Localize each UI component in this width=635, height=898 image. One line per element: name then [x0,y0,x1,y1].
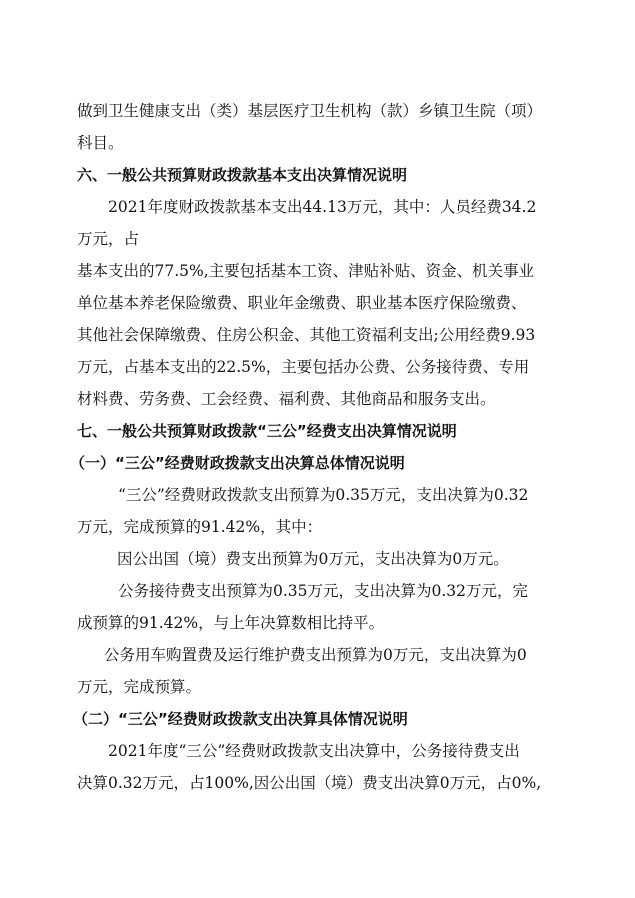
text-line-19: 万元，完成预算。 [77,678,202,696]
text-line-18: 公务用车购置费及运行维护费支出预算为0万元，支出决算为0 [104,646,527,664]
text-line-15: 因公出国（境）费支出预算为0万元，支出决算为0万元。 [117,550,509,568]
text-line-22: 决算0.32万元，占100%,因公出国（境）费支出决算0万元，占0%, [77,774,542,792]
text-line-2: 科目。 [77,134,124,152]
section-heading-7: 七、一般公共预算财政拨款“三公”经费支出决算情况说明 [77,422,457,440]
text-line-21: 2021年度“三公”经费财政拨款支出决算中，公务接待费支出 [108,742,520,760]
section-heading-6: 六、一般公共预算财政拨款基本支出决算情况说明 [77,166,408,184]
text-line-13: “三公”经费财政拨款支出预算为0.35万元，支出决算为0.32 [118,486,529,504]
subsection-heading-2: （二）“三公”经费财政拨款支出决算具体情况说明 [73,710,408,728]
text-line-5: 万元，占 [77,230,140,248]
text-line-16: 公务接待费支出预算为0.35万元，支出决算为0.32万元，完 [118,582,529,600]
text-line-10: 材料费、劳务费、工会经费、福利费、其他商品和服务支出。 [77,390,496,408]
text-line-9: 万元，占基本支出的22.5%，主要包括办公费、公务接待费、专用 [77,358,530,376]
subsection-heading-1: （一）“三公”经费财政拨款支出决算总体情况说明 [70,454,405,472]
text-line-14: 万元，完成预算的91.42%，其中： [77,518,323,536]
text-line-6: 基本支出的77.5%,主要包括基本工资、津贴补贴、资金、机关事业 [77,262,535,280]
text-line-8: 其他社会保障缴费、住房公积金、其他工资福利支出;公用经费9.93 [77,326,536,344]
text-line-7: 单位基本养老保险缴费、职业年金缴费、职业基本医疗保险缴费、 [77,294,527,312]
text-line-1: 做到卫生健康支出（类）基层医疗卫生机构（款）乡镇卫生院（项） [77,102,543,120]
text-line-17: 成预算的91.42%，与上年决算数相比持平。 [77,614,385,632]
text-line-4: 2021年度财政拨款基本支出44.13万元，其中：人员经费34.2 [108,198,537,216]
